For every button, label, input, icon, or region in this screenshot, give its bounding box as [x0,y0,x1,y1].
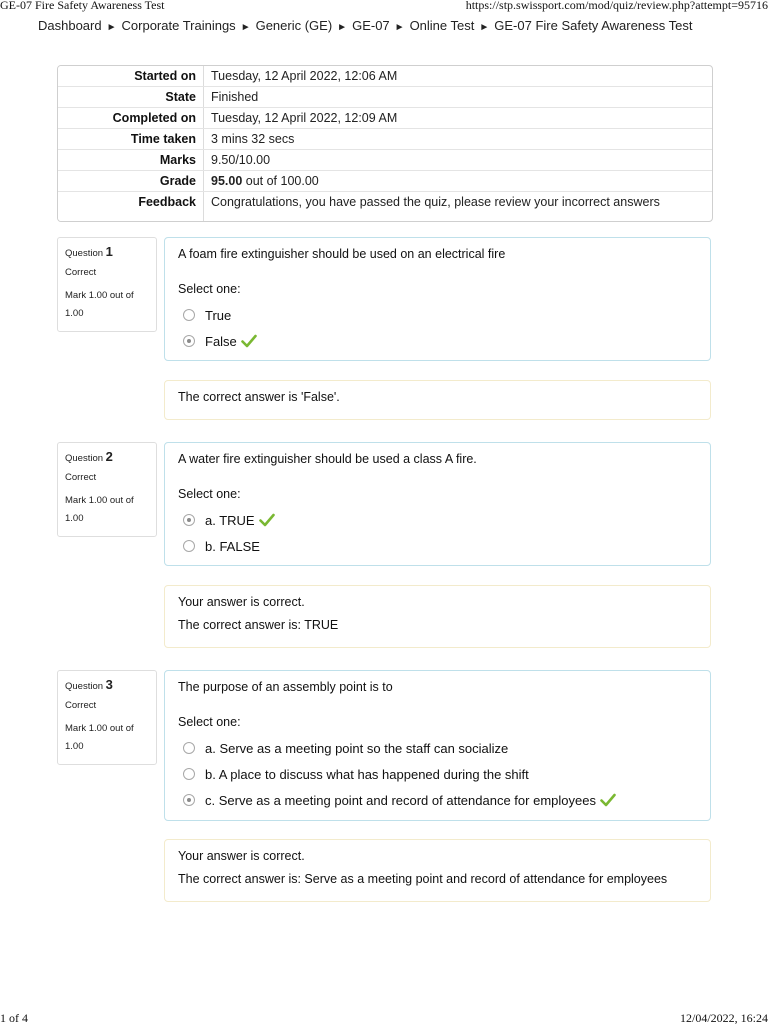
summary-value: Finished [204,87,713,108]
answer-option[interactable] [178,533,710,559]
summary-value: 9.50/10.00 [204,150,713,171]
question-number [65,449,156,464]
breadcrumb-online-test[interactable]: Online Test [409,18,475,33]
correct-check-icon [600,793,616,807]
question-text: A water fire extinguisher should be used a class A fire. [178,452,477,466]
select-one-prompt: Select one: [178,715,241,729]
breadcrumb-separator-icon: ► [106,22,117,33]
answer-option[interactable] [178,761,710,787]
question-content-1 [164,237,711,361]
summary-label: Marks [58,150,204,171]
summary-row-started [58,66,712,87]
feedback-text: Your answer is correct. [178,849,305,863]
summary-value: Congratulations, you have passed the quiz, please review your incorrect answers [211,195,660,209]
question-state: Correct [65,700,97,711]
print-url: https://stp.swissport.com/mod/quiz/review.php?attempt=95716 [465,0,768,12]
question-info-3 [57,670,157,765]
radio-button-selected[interactable] [183,335,195,347]
question-number-value: 2 [105,449,113,464]
question-prefix: Question [65,248,104,259]
summary-label: Feedback [58,192,204,222]
question-info-2 [57,442,157,537]
question-info-1 [57,237,157,332]
question-mark: Mark 1.00 out of 1.00 [65,723,134,752]
correct-check-icon [241,334,257,348]
answer-option-label: False [205,333,237,349]
answer-option[interactable] [178,328,710,354]
breadcrumb-generic[interactable]: Generic (GE) [255,18,333,33]
question-content-2 [164,442,711,566]
summary-row-marks [58,150,712,171]
answer-option-label: True [205,307,232,323]
question-text: A foam fire extinguisher should be used on an electrical fire [178,247,506,261]
feedback-text: Your answer is correct. [178,595,305,609]
grade-out-of: out of 100.00 [242,174,319,188]
summary-row-feedback [58,192,712,222]
question-number-value: 3 [105,677,113,692]
question-mark: Mark 1.00 out of 1.00 [65,495,134,524]
breadcrumb-ge07[interactable]: GE-07 [352,18,390,33]
answer-option-label: a. TRUE [205,512,255,528]
breadcrumb-separator-icon: ► [240,22,251,33]
correct-answer-text: The correct answer is: Serve as a meeting point and record of attendance for employees [178,872,668,886]
select-one-prompt: Select one: [178,487,241,501]
question-number [65,677,156,692]
answer-option[interactable] [178,735,710,761]
breadcrumb-separator-icon: ► [479,22,490,33]
radio-button-selected[interactable] [183,794,195,806]
print-datetime: 12/04/2022, 16:24 [679,1011,768,1025]
question-feedback-3 [164,839,711,902]
breadcrumb [38,18,693,33]
answer-option-label: c. Serve as a meeting point and record of attendance for employees [205,792,596,808]
radio-button[interactable] [183,309,195,321]
question-number [65,244,156,259]
question-state: Correct [65,267,97,278]
summary-label: Completed on [58,108,204,129]
summary-label: Time taken [58,129,204,150]
print-header [0,0,768,14]
question-feedback-1 [164,380,711,420]
summary-row-grade [58,171,712,192]
grade-score: 95.00 [211,174,243,188]
summary-label: Started on [58,66,204,87]
question-prefix: Question [65,453,104,464]
summary-label: Grade [58,171,204,192]
question-mark: Mark 1.00 out of 1.00 [65,290,134,319]
attempt-summary-table [57,65,713,222]
breadcrumb-separator-icon: ► [394,22,405,33]
summary-value [204,171,713,192]
print-footer [0,1011,768,1027]
radio-button[interactable] [183,540,195,552]
summary-row-time-taken [58,129,712,150]
summary-row-state [58,87,712,108]
radio-button-selected[interactable] [183,514,195,526]
radio-button[interactable] [183,742,195,754]
correct-answer-text: The correct answer is 'False'. [178,390,340,404]
answer-option-label: b. A place to discuss what has happened during the shift [205,766,529,782]
question-text: The purpose of an assembly point is to [178,680,393,694]
question-state: Correct [65,472,97,483]
question-feedback-2 [164,585,711,648]
question-prefix: Question [65,681,104,692]
answer-option[interactable] [178,302,710,328]
correct-check-icon [259,513,275,527]
summary-label: State [58,87,204,108]
breadcrumb-corporate-trainings[interactable]: Corporate Trainings [121,18,236,33]
summary-row-completed [58,108,712,129]
answer-option[interactable] [178,507,710,533]
answer-option-label: a. Serve as a meeting point so the staff can socialize [205,740,509,756]
breadcrumb-current-quiz[interactable]: GE-07 Fire Safety Awareness Test [494,18,693,33]
answer-option-label: b. FALSE [205,538,260,554]
select-one-prompt: Select one: [178,282,241,296]
question-content-3 [164,670,711,821]
summary-value: Tuesday, 12 April 2022, 12:06 AM [204,66,713,87]
breadcrumb-dashboard[interactable]: Dashboard [38,18,102,33]
summary-value: 3 mins 32 secs [204,129,713,150]
correct-answer-text: The correct answer is: TRUE [178,618,339,632]
print-title: GE-07 Fire Safety Awareness Test [0,0,165,12]
page-count: 1 of 4 [0,1011,28,1025]
question-number-value: 1 [105,244,113,259]
summary-value: Tuesday, 12 April 2022, 12:09 AM [204,108,713,129]
breadcrumb-separator-icon: ► [337,22,348,33]
answer-option[interactable] [178,787,710,813]
radio-button[interactable] [183,768,195,780]
